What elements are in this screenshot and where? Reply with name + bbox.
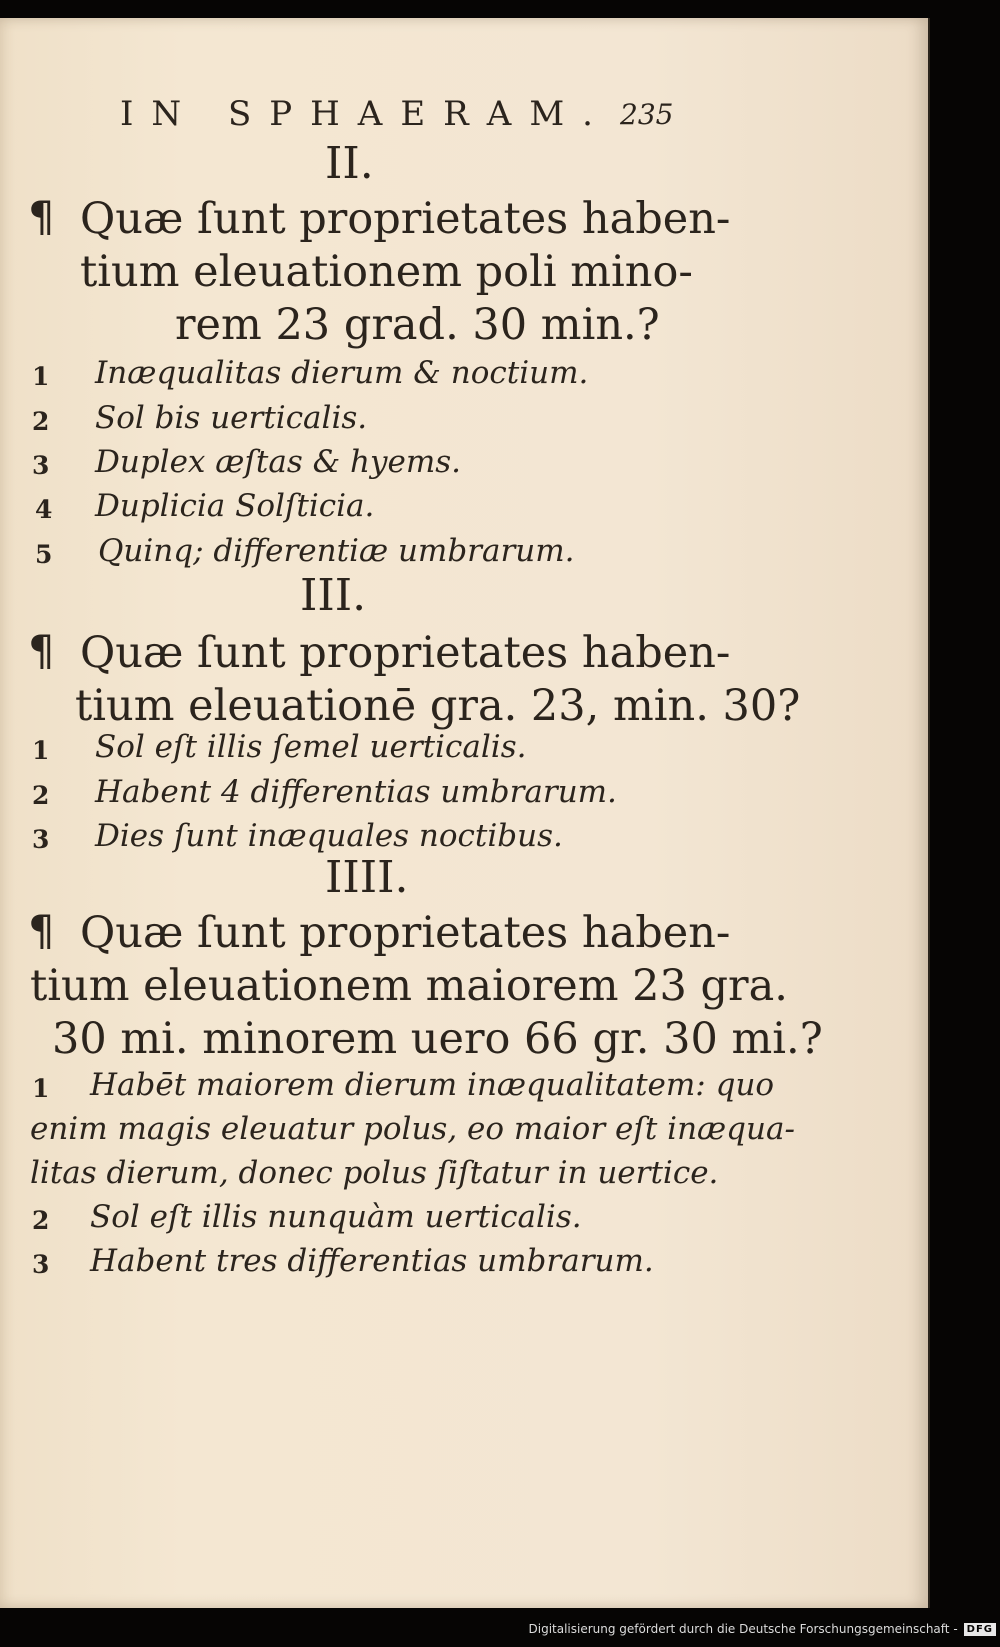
item-number: 2 xyxy=(32,781,50,810)
item-number: 4 xyxy=(35,495,53,524)
running-head: IN SPHAERAM. xyxy=(120,94,611,134)
item-number: 1 xyxy=(32,1074,50,1103)
pilcrow-icon: ¶ xyxy=(28,192,55,241)
item-text: enim magis eleuatur polus, eo maior eſt inæqua- xyxy=(30,1111,795,1147)
question-line: tium eleuationem maiorem 23 gra. xyxy=(30,961,788,1011)
question-line: tium eleuationem poli mino- xyxy=(80,247,693,297)
item-text: Sol eſt illis ſemel uerticalis. xyxy=(95,729,527,765)
item-number: 3 xyxy=(32,451,50,480)
section-numeral: IIII. xyxy=(325,852,409,903)
book-page xyxy=(0,18,930,1608)
question-line: rem 23 grad. 30 min.? xyxy=(175,300,660,350)
dfg-logo: DFG xyxy=(964,1623,996,1636)
item-number: 1 xyxy=(32,736,50,765)
item-text: Habent 4 differentias umbrarum. xyxy=(95,774,617,810)
item-number: 2 xyxy=(32,1206,50,1235)
item-number: 2 xyxy=(32,407,50,436)
item-number: 5 xyxy=(35,540,53,569)
question-line: Quæ ſunt proprietates haben- xyxy=(80,908,731,958)
item-text: Habent tres differentias umbrarum. xyxy=(90,1243,654,1279)
section-numeral: II. xyxy=(325,138,374,189)
item-text: litas dierum, donec polus ſiſtatur in uertice. xyxy=(30,1155,719,1191)
section-numeral: III. xyxy=(300,570,367,621)
credit-text: Digitalisierung gefördert durch die Deutsche Forschungsgemeinschaft - xyxy=(528,1622,958,1636)
question-line: Quæ ſunt proprietates haben- xyxy=(80,194,731,244)
item-number: 3 xyxy=(32,825,50,854)
pilcrow-icon: ¶ xyxy=(28,906,55,955)
item-number: 3 xyxy=(32,1250,50,1279)
item-text: Habēt maiorem dierum inæqualitatem: quo xyxy=(90,1067,775,1103)
item-text: Duplicia Solſticia. xyxy=(95,488,375,524)
item-number: 1 xyxy=(32,362,50,391)
item-text: Quinq; differentiæ umbrarum. xyxy=(98,533,575,569)
question-line: tium eleuationē gra. 23, min. 30? xyxy=(75,681,801,731)
question-line: Quæ ſunt proprietates haben- xyxy=(80,628,731,678)
item-text: Duplex æſtas & hyems. xyxy=(95,444,462,480)
question-line: 30 mi. minorem uero 66 gr. 30 mi.? xyxy=(52,1014,823,1064)
pilcrow-icon: ¶ xyxy=(28,626,55,675)
page-number: 235 xyxy=(620,98,674,131)
item-text: Sol eſt illis nunquàm uerticalis. xyxy=(90,1199,582,1235)
item-text: Sol bis uerticalis. xyxy=(95,400,368,436)
item-text: Dies ſunt inæquales noctibus. xyxy=(95,818,563,854)
digitization-credit xyxy=(529,1617,997,1641)
item-text: Inæqualitas dierum & noctium. xyxy=(95,355,589,391)
